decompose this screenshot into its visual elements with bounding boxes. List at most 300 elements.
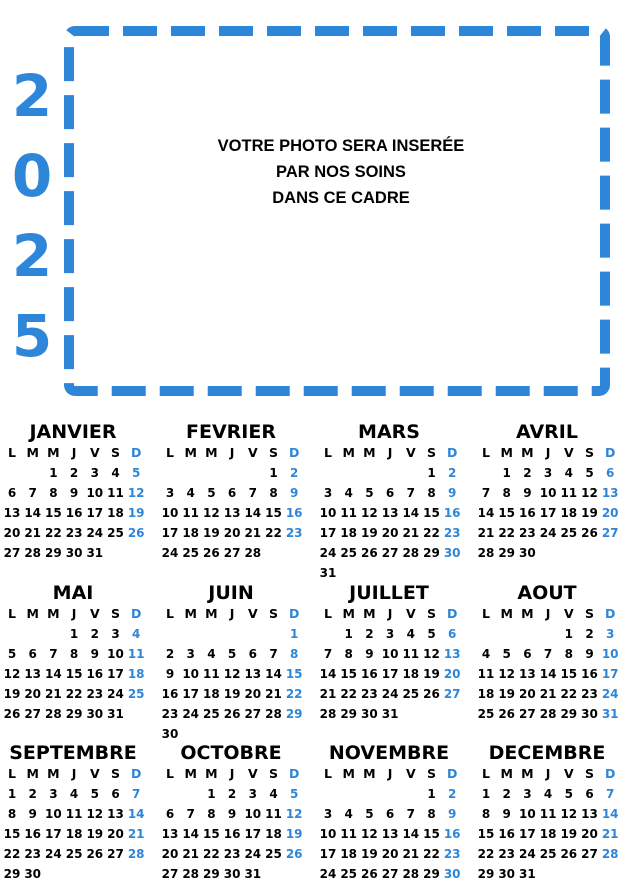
day-cell: 28 bbox=[402, 867, 420, 881]
day-cell: 5 bbox=[132, 466, 141, 480]
day-cell: 13 bbox=[3, 506, 21, 520]
day-cell: 13 bbox=[244, 667, 262, 681]
weekday-header: M bbox=[184, 445, 197, 460]
day-cell: 4 bbox=[69, 787, 79, 801]
day-cell: 11 bbox=[107, 486, 124, 500]
day-cell: 23 bbox=[285, 526, 303, 540]
weekday-header: V bbox=[563, 606, 574, 621]
day-cell: 10 bbox=[107, 647, 124, 661]
day-cell: 9 bbox=[165, 667, 175, 681]
weekday-header: M bbox=[342, 766, 355, 781]
day-cell: 30 bbox=[443, 867, 461, 881]
weekday-header: V bbox=[247, 766, 258, 781]
day-cell: 22 bbox=[560, 687, 578, 701]
day-cell: 30 bbox=[519, 546, 536, 560]
weekday-header: S bbox=[110, 606, 120, 621]
day-cell: 31 bbox=[86, 546, 104, 560]
day-cell: 24 bbox=[182, 707, 200, 721]
weekday-header: L bbox=[324, 766, 332, 781]
day-cell: 27 bbox=[3, 546, 21, 560]
day-cell: 7 bbox=[248, 486, 257, 500]
day-cell: 29 bbox=[340, 707, 358, 721]
day-cell: 18 bbox=[182, 526, 200, 540]
photo-text-line-3: DANS CE CADRE bbox=[272, 189, 410, 207]
day-cell: 21 bbox=[45, 687, 62, 701]
day-cell: 7 bbox=[323, 647, 333, 661]
day-cell: 11 bbox=[340, 506, 358, 520]
day-cell: 7 bbox=[186, 807, 195, 821]
day-cell: 27 bbox=[161, 867, 179, 881]
month-name: JUIN bbox=[208, 582, 254, 604]
day-cell: 22 bbox=[203, 847, 220, 861]
day-cell: 28 bbox=[127, 847, 145, 861]
day-cell: 10 bbox=[381, 647, 399, 661]
day-cell: 4 bbox=[406, 627, 415, 641]
day-cell: 2 bbox=[28, 787, 37, 801]
day-cell: 30 bbox=[24, 867, 42, 881]
year-digit: 5 bbox=[11, 302, 53, 370]
day-cell: 21 bbox=[402, 526, 420, 540]
day-cell: 15 bbox=[423, 506, 440, 520]
day-cell: 16 bbox=[65, 506, 83, 520]
day-cell: 10 bbox=[45, 807, 62, 821]
weekday-header: M bbox=[184, 766, 197, 781]
day-cell: 3 bbox=[323, 807, 333, 821]
day-cell: 30 bbox=[65, 546, 83, 560]
day-cell: 14 bbox=[24, 506, 42, 520]
day-cell: 13 bbox=[381, 506, 399, 520]
day-cell: 5 bbox=[502, 647, 511, 661]
day-cell: 3 bbox=[90, 466, 99, 480]
day-cell: 19 bbox=[127, 506, 145, 520]
day-cell: 10 bbox=[182, 667, 200, 681]
day-cell: 27 bbox=[581, 847, 598, 861]
weekday-header: S bbox=[268, 766, 278, 781]
day-cell: 21 bbox=[127, 827, 145, 841]
weekday-header: M bbox=[521, 766, 534, 781]
day-cell: 14 bbox=[402, 827, 420, 841]
day-cell: 21 bbox=[265, 687, 282, 701]
day-cell: 28 bbox=[319, 707, 337, 721]
day-cell: 29 bbox=[477, 867, 495, 881]
day-cell: 20 bbox=[519, 687, 536, 701]
day-cell: 10 bbox=[319, 506, 337, 520]
day-cell: 24 bbox=[45, 847, 62, 861]
day-cell: 6 bbox=[248, 647, 257, 661]
weekday-header: M bbox=[26, 606, 39, 621]
weekday-header: L bbox=[482, 445, 490, 460]
day-cell: 13 bbox=[381, 827, 399, 841]
day-cell: 16 bbox=[498, 827, 516, 841]
year-digit: 0 bbox=[11, 142, 53, 210]
weekday-header: M bbox=[184, 606, 197, 621]
day-cell: 29 bbox=[423, 546, 440, 560]
month-name: AOUT bbox=[517, 582, 577, 604]
day-cell: 9 bbox=[290, 486, 299, 500]
weekday-header: D bbox=[446, 445, 458, 460]
day-cell: 29 bbox=[285, 707, 303, 721]
day-cell: 25 bbox=[107, 526, 124, 540]
day-cell: 21 bbox=[24, 526, 42, 540]
day-cell: 7 bbox=[406, 486, 415, 500]
weekday-header: J bbox=[387, 766, 393, 781]
day-cell: 17 bbox=[182, 687, 200, 701]
weekday-header: V bbox=[405, 766, 416, 781]
day-cell: 23 bbox=[24, 847, 42, 861]
day-cell: 4 bbox=[186, 486, 195, 500]
day-cell: 22 bbox=[423, 847, 440, 861]
day-cell: 26 bbox=[223, 707, 241, 721]
weekday-header: M bbox=[521, 445, 534, 460]
day-cell: 22 bbox=[45, 526, 62, 540]
weekday-header: L bbox=[324, 606, 332, 621]
day-cell: 23 bbox=[519, 526, 536, 540]
day-cell: 23 bbox=[443, 847, 461, 861]
day-cell: 11 bbox=[182, 506, 200, 520]
day-cell: 8 bbox=[427, 486, 436, 500]
month-name: JUILLET bbox=[349, 582, 429, 604]
day-cell: 28 bbox=[182, 867, 200, 881]
day-cell: 3 bbox=[385, 627, 395, 641]
day-cell: 4 bbox=[207, 647, 216, 661]
day-cell: 11 bbox=[477, 667, 495, 681]
day-cell: 3 bbox=[248, 787, 257, 801]
day-cell: 12 bbox=[203, 506, 220, 520]
day-cell: 2 bbox=[165, 647, 175, 661]
weekday-header: D bbox=[288, 445, 300, 460]
weekday-header: V bbox=[89, 766, 100, 781]
day-cell: 24 bbox=[319, 546, 337, 560]
day-cell: 23 bbox=[361, 687, 378, 701]
day-cell: 18 bbox=[477, 687, 495, 701]
day-cell: 11 bbox=[127, 647, 145, 661]
day-cell: 12 bbox=[581, 486, 598, 500]
weekday-header: M bbox=[342, 606, 355, 621]
day-cell: 30 bbox=[498, 867, 516, 881]
day-cell: 4 bbox=[481, 647, 491, 661]
day-cell: 16 bbox=[86, 667, 104, 681]
day-cell: 18 bbox=[127, 667, 145, 681]
day-cell: 20 bbox=[223, 526, 241, 540]
day-cell: 2 bbox=[448, 787, 457, 801]
day-cell: 15 bbox=[498, 506, 516, 520]
day-cell: 15 bbox=[45, 506, 62, 520]
day-cell: 8 bbox=[481, 807, 491, 821]
day-cell: 20 bbox=[107, 827, 124, 841]
day-cell: 21 bbox=[601, 827, 619, 841]
weekday-header: L bbox=[166, 766, 174, 781]
day-cell: 20 bbox=[601, 506, 619, 520]
day-cell: 11 bbox=[539, 807, 557, 821]
weekday-header: L bbox=[324, 445, 332, 460]
weekday-header: S bbox=[268, 445, 278, 460]
day-cell: 28 bbox=[601, 847, 619, 861]
day-cell: 1 bbox=[207, 787, 216, 801]
weekday-header: M bbox=[47, 445, 60, 460]
day-cell: 20 bbox=[3, 526, 21, 540]
day-cell: 25 bbox=[127, 687, 145, 701]
day-cell: 7 bbox=[406, 807, 415, 821]
day-cell: 13 bbox=[519, 667, 536, 681]
day-cell: 21 bbox=[244, 526, 262, 540]
day-cell: 8 bbox=[344, 647, 353, 661]
day-cell: 24 bbox=[86, 526, 104, 540]
day-cell: 13 bbox=[601, 486, 619, 500]
day-cell: 21 bbox=[182, 847, 200, 861]
day-cell: 22 bbox=[340, 687, 358, 701]
day-cell: 25 bbox=[402, 687, 420, 701]
day-cell: 25 bbox=[560, 526, 578, 540]
day-cell: 15 bbox=[65, 667, 83, 681]
weekday-header: M bbox=[47, 766, 60, 781]
day-cell: 29 bbox=[3, 867, 21, 881]
day-cell: 20 bbox=[24, 687, 42, 701]
day-cell: 20 bbox=[443, 667, 461, 681]
day-cell: 2 bbox=[365, 627, 374, 641]
day-cell: 24 bbox=[161, 546, 179, 560]
day-cell: 13 bbox=[107, 807, 124, 821]
day-cell: 15 bbox=[560, 667, 578, 681]
weekday-header: V bbox=[405, 445, 416, 460]
weekday-header: J bbox=[387, 606, 393, 621]
day-cell: 9 bbox=[523, 486, 532, 500]
weekday-header: D bbox=[604, 766, 616, 781]
day-cell: 27 bbox=[381, 546, 399, 560]
day-cell: 11 bbox=[65, 807, 83, 821]
day-cell: 6 bbox=[523, 647, 532, 661]
day-cell: 9 bbox=[90, 647, 99, 661]
month-name: JANVIER bbox=[29, 421, 117, 443]
day-cell: 14 bbox=[539, 667, 557, 681]
day-cell: 22 bbox=[477, 847, 495, 861]
photo-text-line-2: PAR NOS SOINS bbox=[276, 163, 406, 181]
day-cell: 26 bbox=[285, 847, 303, 861]
day-cell: 11 bbox=[265, 807, 282, 821]
day-cell: 30 bbox=[223, 867, 241, 881]
day-cell: 18 bbox=[539, 827, 557, 841]
weekday-header: S bbox=[584, 766, 594, 781]
day-cell: 6 bbox=[585, 787, 594, 801]
day-cell: 27 bbox=[244, 707, 262, 721]
weekday-header: J bbox=[71, 445, 77, 460]
day-cell: 19 bbox=[3, 687, 21, 701]
day-cell: 23 bbox=[498, 847, 516, 861]
day-cell: 25 bbox=[265, 847, 282, 861]
month-name: AVRIL bbox=[516, 421, 578, 443]
day-cell: 9 bbox=[448, 486, 457, 500]
day-cell: 9 bbox=[69, 486, 79, 500]
day-cell: 2 bbox=[290, 466, 299, 480]
day-cell: 13 bbox=[161, 827, 179, 841]
day-cell: 3 bbox=[186, 647, 195, 661]
day-cell: 9 bbox=[502, 807, 511, 821]
day-cell: 14 bbox=[182, 827, 200, 841]
day-cell: 17 bbox=[319, 847, 337, 861]
day-cell: 23 bbox=[161, 707, 179, 721]
day-cell: 28 bbox=[539, 707, 557, 721]
day-cell: 15 bbox=[423, 827, 440, 841]
day-cell: 6 bbox=[606, 466, 615, 480]
day-cell: 6 bbox=[448, 627, 457, 641]
weekday-header: M bbox=[342, 445, 355, 460]
day-cell: 22 bbox=[498, 526, 516, 540]
month-name: DECEMBRE bbox=[488, 742, 606, 764]
day-cell: 26 bbox=[127, 526, 145, 540]
weekday-header: D bbox=[130, 766, 142, 781]
day-cell: 13 bbox=[223, 506, 241, 520]
weekday-header: D bbox=[288, 766, 300, 781]
day-cell: 2 bbox=[90, 627, 99, 641]
day-cell: 15 bbox=[3, 827, 21, 841]
day-cell: 15 bbox=[285, 667, 303, 681]
day-cell: 22 bbox=[285, 687, 303, 701]
day-cell: 25 bbox=[203, 707, 220, 721]
day-cell: 10 bbox=[244, 807, 262, 821]
weekday-header: J bbox=[229, 766, 235, 781]
day-cell: 17 bbox=[86, 506, 104, 520]
day-cell: 29 bbox=[203, 867, 220, 881]
day-cell: 19 bbox=[498, 687, 516, 701]
weekday-header: J bbox=[545, 606, 551, 621]
day-cell: 19 bbox=[560, 827, 578, 841]
day-cell: 30 bbox=[361, 707, 378, 721]
weekday-header: J bbox=[387, 445, 393, 460]
day-cell: 9 bbox=[585, 647, 594, 661]
day-cell: 7 bbox=[481, 486, 491, 500]
day-cell: 19 bbox=[86, 827, 104, 841]
day-cell: 22 bbox=[265, 526, 282, 540]
day-cell: 24 bbox=[539, 526, 557, 540]
day-cell: 7 bbox=[28, 486, 37, 500]
day-cell: 27 bbox=[519, 707, 536, 721]
day-cell: 24 bbox=[601, 687, 619, 701]
day-cell: 22 bbox=[423, 526, 440, 540]
weekday-header: M bbox=[521, 606, 534, 621]
weekday-header: J bbox=[545, 445, 551, 460]
day-cell: 5 bbox=[585, 466, 594, 480]
day-cell: 2 bbox=[448, 466, 457, 480]
day-cell: 16 bbox=[24, 827, 42, 841]
day-cell: 25 bbox=[539, 847, 557, 861]
day-cell: 8 bbox=[269, 486, 278, 500]
day-cell: 8 bbox=[49, 486, 58, 500]
day-cell: 3 bbox=[165, 486, 175, 500]
weekday-header: V bbox=[247, 606, 258, 621]
day-cell: 9 bbox=[365, 647, 374, 661]
weekday-header: M bbox=[205, 445, 218, 460]
day-cell: 29 bbox=[498, 546, 516, 560]
day-cell: 27 bbox=[443, 687, 461, 701]
day-cell: 31 bbox=[519, 867, 536, 881]
day-cell: 16 bbox=[581, 667, 598, 681]
day-cell: 31 bbox=[601, 707, 619, 721]
day-cell: 23 bbox=[581, 687, 598, 701]
day-cell: 4 bbox=[543, 787, 553, 801]
day-cell: 2 bbox=[502, 787, 511, 801]
day-cell: 26 bbox=[560, 847, 578, 861]
weekday-header: L bbox=[482, 606, 490, 621]
day-cell: 16 bbox=[361, 667, 378, 681]
day-cell: 17 bbox=[381, 667, 399, 681]
day-cell: 12 bbox=[223, 667, 241, 681]
day-cell: 30 bbox=[443, 546, 461, 560]
day-cell: 8 bbox=[207, 807, 216, 821]
day-cell: 1 bbox=[427, 787, 436, 801]
weekday-header: M bbox=[500, 606, 513, 621]
day-cell: 12 bbox=[86, 807, 104, 821]
weekday-header: M bbox=[205, 766, 218, 781]
day-cell: 21 bbox=[539, 687, 557, 701]
day-cell: 1 bbox=[49, 466, 58, 480]
day-cell: 5 bbox=[564, 787, 573, 801]
day-cell: 2 bbox=[69, 466, 79, 480]
day-cell: 17 bbox=[45, 827, 62, 841]
day-cell: 14 bbox=[402, 506, 420, 520]
day-cell: 10 bbox=[86, 486, 104, 500]
day-cell: 2 bbox=[227, 787, 237, 801]
day-cell: 10 bbox=[319, 827, 337, 841]
day-cell: 8 bbox=[7, 807, 17, 821]
day-cell: 25 bbox=[340, 546, 358, 560]
day-cell: 15 bbox=[477, 827, 495, 841]
day-cell: 1 bbox=[290, 627, 299, 641]
day-cell: 12 bbox=[361, 506, 378, 520]
day-cell: 6 bbox=[385, 486, 395, 500]
day-cell: 12 bbox=[560, 807, 578, 821]
day-cell: 18 bbox=[340, 526, 358, 540]
day-cell: 31 bbox=[107, 707, 124, 721]
day-cell: 1 bbox=[427, 466, 436, 480]
day-cell: 26 bbox=[361, 546, 378, 560]
day-cell: 23 bbox=[86, 687, 104, 701]
day-cell: 7 bbox=[132, 787, 141, 801]
day-cell: 16 bbox=[223, 827, 241, 841]
day-cell: 10 bbox=[539, 486, 557, 500]
day-cell: 14 bbox=[477, 506, 495, 520]
weekday-header: S bbox=[426, 445, 436, 460]
day-cell: 12 bbox=[423, 647, 440, 661]
weekday-header: V bbox=[405, 606, 416, 621]
weekday-header: M bbox=[500, 766, 513, 781]
day-cell: 23 bbox=[223, 847, 241, 861]
weekday-header: D bbox=[130, 606, 142, 621]
day-cell: 29 bbox=[45, 546, 62, 560]
day-cell: 5 bbox=[365, 486, 374, 500]
day-cell: 16 bbox=[285, 506, 303, 520]
day-cell: 4 bbox=[344, 807, 353, 821]
day-cell: 25 bbox=[65, 847, 83, 861]
day-cell: 25 bbox=[340, 867, 358, 881]
day-cell: 16 bbox=[161, 687, 179, 701]
day-cell: 19 bbox=[223, 687, 241, 701]
day-cell: 15 bbox=[203, 827, 220, 841]
day-cell: 19 bbox=[423, 667, 440, 681]
day-cell: 22 bbox=[3, 847, 21, 861]
day-cell: 18 bbox=[340, 847, 358, 861]
day-cell: 16 bbox=[443, 827, 461, 841]
day-cell: 6 bbox=[111, 787, 120, 801]
weekday-header: V bbox=[89, 445, 100, 460]
day-cell: 11 bbox=[203, 667, 220, 681]
day-cell: 27 bbox=[601, 526, 619, 540]
day-cell: 1 bbox=[344, 627, 353, 641]
weekday-header: D bbox=[604, 445, 616, 460]
day-cell: 19 bbox=[203, 526, 220, 540]
day-cell: 14 bbox=[244, 506, 262, 520]
day-cell: 19 bbox=[361, 847, 378, 861]
day-cell: 16 bbox=[443, 506, 461, 520]
day-cell: 31 bbox=[319, 566, 337, 580]
